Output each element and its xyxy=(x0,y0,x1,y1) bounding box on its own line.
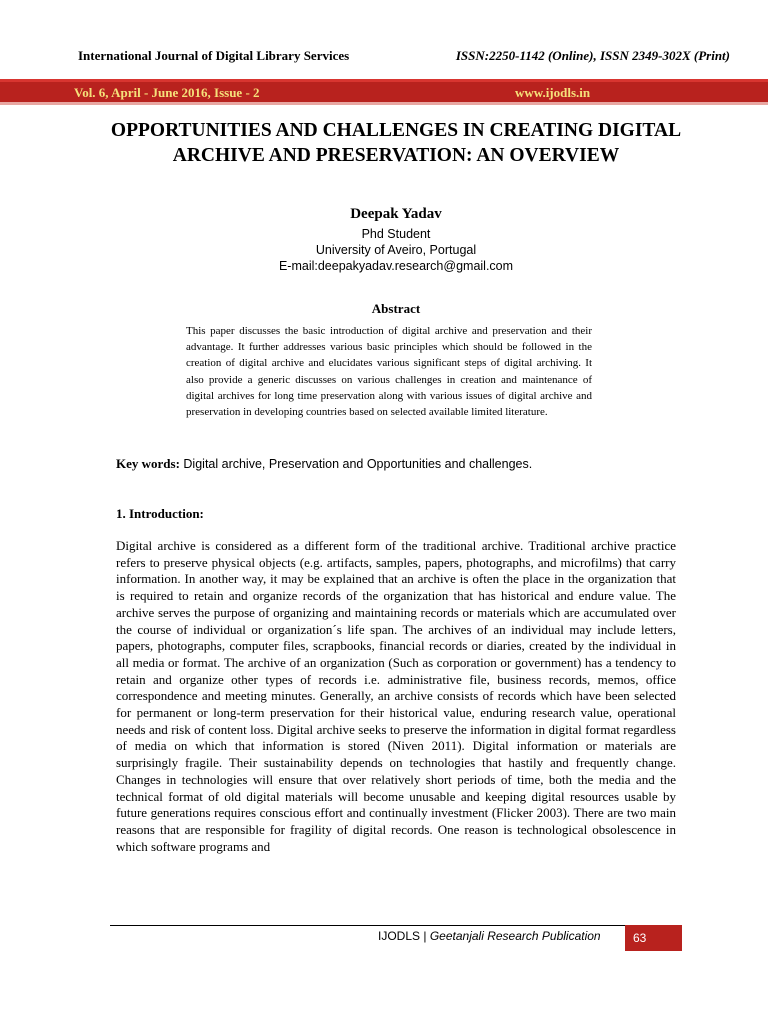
running-header xyxy=(78,48,730,68)
issn-info: ISSN:2250-1142 (Online), ISSN 2349-302X (Print) xyxy=(455,48,730,63)
issue-banner xyxy=(0,79,768,105)
footer-separator: | xyxy=(423,929,427,943)
footer-publisher: Geetanjali Research Publication xyxy=(429,929,601,943)
abstract-text: This paper discusses the basic introduction of digital archive and preservation and their advantage. It further addresses various basic principles which should be followed in the creation of digital archive and elucidates various significant steps of digital archiving. It also provide a generic discusses on various challenges in creation and maintenance of digital archives for long time preservation along with various issues of digital archive and preservation in developing countries based on selected available limited literature. xyxy=(186,325,592,419)
keywords xyxy=(116,456,676,472)
affiliation-position: Phd Student xyxy=(361,227,431,241)
footer-divider xyxy=(110,925,682,926)
footer-journal-abbr: IJODLS xyxy=(378,929,421,943)
page-number: 63 xyxy=(625,925,682,951)
affiliation-university: University of Aveiro, Portugal xyxy=(315,243,477,257)
affiliation-email: E-mail:deepakyadav.research@gmail.com xyxy=(278,259,514,273)
author-affiliation xyxy=(110,226,682,274)
journal-name: International Journal of Digital Library Services xyxy=(78,48,350,63)
footer-credit xyxy=(378,929,601,943)
introduction-text: Digital archive is considered as a different form of the traditional archive. Traditional archive practice refers to preserve physical objects (e.g. artifacts, samples, papers, photographs, and microfilms) that carry information. In another way, it may be explained that an archive is often the place in the organization that is required to retain and organize records of the organization that has historical and endure value. The archive serves the purpose of organizing and maintaining records or materials which are accumulated over the course of individual or organization´s life span. The archives of an individual may include letters, papers, photographs, computer files, scrapbooks, financial records or diaries, created by the individual in all media or format. The archive of an organization (Such as corporation or government) has a tendency to retain and organize other types of records i.e. administrative file, business records, memos, office correspondence and meeting minutes. Generally, an archive consists of records which have been selected for permanent or long-term preservation for their historical value, enduring research value, operational needs and risk of content loss. Digital archive seeks to preserve the information in digital format regardless of media on which that information is stored (Niven 2011). Digital information or materials are surprisingly fragile. Their sustainability depends on technologies that hastily and frequently change. Changes in technologies will ensure that over relatively short periods of time, both the media and the technical format of old digital materials will become unusable and keeping digital resources usable by future generations requires conscious effort and continually investment (Flicker 2003). There are two main reasons that are responsible for fragility of digital records. One reason is technological obsolescence in which software programs and xyxy=(116,538,676,854)
journal-url[interactable]: www.ijodls.in xyxy=(515,85,591,100)
paper-title: OPPORTUNITIES AND CHALLENGES IN CREATING DIGITAL ARCHIVE AND PRESERVATION: AN OVERVIEW xyxy=(110,120,682,166)
keywords-label: Key words: xyxy=(116,456,180,471)
volume-info: Vol. 6, April - June 2016, Issue - 2 xyxy=(74,85,260,100)
section-heading: 1. Introduction: xyxy=(116,506,204,521)
abstract-heading: Abstract xyxy=(371,301,421,316)
author-name: Deepak Yadav xyxy=(350,206,442,222)
keywords-list: Digital archive, Preservation and Opportunities and challenges. xyxy=(183,457,533,471)
